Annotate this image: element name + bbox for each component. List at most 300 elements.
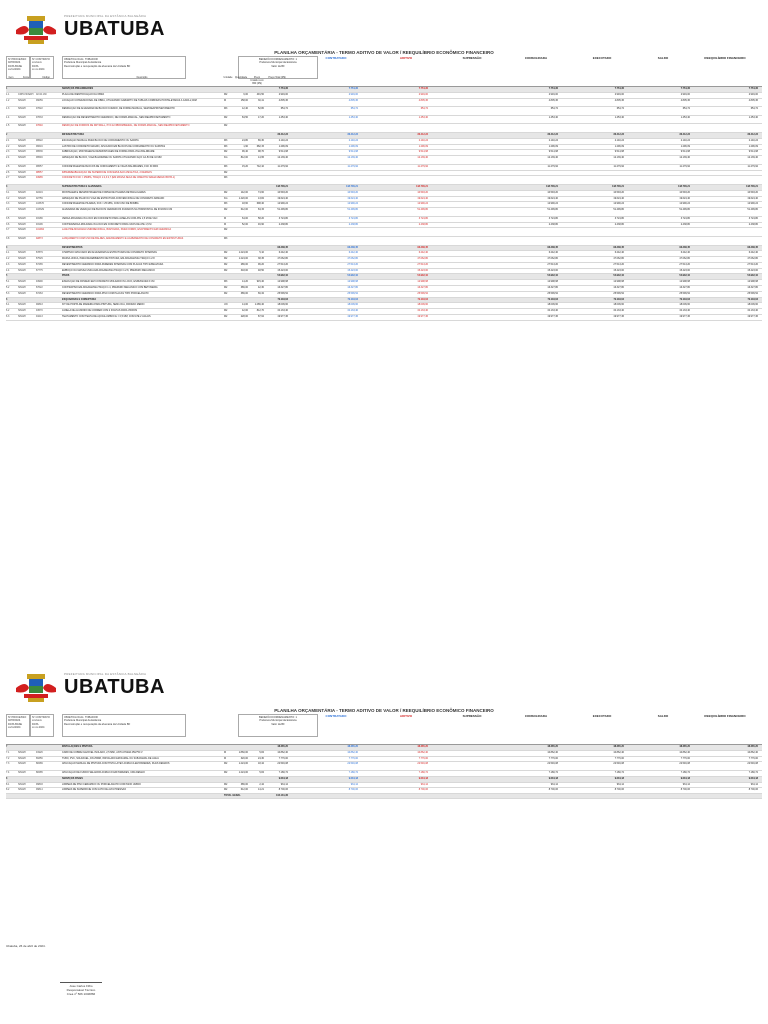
cell-fonte: SINAPI bbox=[18, 762, 26, 766]
cell-code: 97622 bbox=[36, 107, 43, 111]
cell-und: M2 bbox=[224, 170, 228, 174]
cell-und: M2 bbox=[224, 268, 228, 272]
signer-role: Responsável Técnico bbox=[66, 988, 96, 992]
cell-p: 742,10 bbox=[256, 164, 264, 168]
cell-desc: CONTRAPISO EM ARGAMASSA TRAÇO 1:4, PREPARO MECÂNICO COM BETONEIRA bbox=[62, 286, 158, 290]
cell-mirror-total: 2.140,24 bbox=[418, 138, 428, 142]
cell-item: 3.7 bbox=[6, 228, 10, 232]
cell-fonte: SINAPI bbox=[18, 196, 26, 200]
cell-q: 18,60 bbox=[242, 202, 248, 206]
cell-mirror-total: 1.453,40 bbox=[614, 115, 624, 119]
cell-t: 12.139,40 bbox=[277, 156, 288, 160]
cell-code: 88489 bbox=[36, 762, 43, 766]
cell-code: 96557 bbox=[36, 164, 43, 168]
cell-mirror-total: 54.902,10 bbox=[347, 274, 358, 278]
cell-desc: CABO DE COBRE FLEXÍVEL ISOLADO, 2,5 MM², ANTI-CHAMA 450/750 V bbox=[62, 750, 143, 754]
cell-mirror-total: 19.624,40 bbox=[417, 196, 428, 200]
cell-item: 2.1 bbox=[6, 138, 10, 142]
cell-p: 46,90 bbox=[258, 222, 264, 226]
cell-item: 6.2 bbox=[6, 309, 10, 313]
cell-desc: CHAPISCO APLICADO EM ALVENARIAS E ESTRUTURAS DE CONCRETO INTERNAS bbox=[62, 251, 157, 255]
cell-mirror-total: 3.724,80 bbox=[348, 216, 358, 220]
cell-mirror-total: 2.140,24 bbox=[348, 138, 358, 142]
cell-t: 9.514,68 bbox=[278, 150, 288, 154]
cell-mirror-total: 1.453,40 bbox=[418, 115, 428, 119]
cell-item: 3.8 bbox=[6, 236, 10, 240]
cell-t: 54.902,10 bbox=[277, 274, 288, 278]
brand-2 bbox=[64, 672, 165, 698]
cell-q: 812,00 bbox=[240, 156, 248, 160]
cell-desc: LIMPEZA DE SUPERFÍCIE COM JATO DE ALTA PRESSÃO bbox=[62, 788, 127, 792]
cell-mirror-total: 36.412,22 bbox=[679, 132, 690, 136]
cell-mirror-total: 3.724,80 bbox=[748, 216, 758, 220]
cell-mirror-total: 10.862,40 bbox=[747, 750, 758, 754]
cell-mirror-total: 12.990,24 bbox=[417, 202, 428, 206]
cell-p: 96,20 bbox=[258, 262, 264, 266]
cell-mirror-total: 22.546,08 bbox=[747, 762, 758, 766]
cell-mirror-total: 25.599,52 bbox=[679, 291, 690, 295]
cell-mirror-total: 72.118,64 bbox=[547, 297, 558, 301]
cell-mirror-total: 54.902,10 bbox=[679, 274, 690, 278]
cell-und: M3 bbox=[224, 176, 228, 180]
cell-code: 94965 bbox=[36, 176, 43, 180]
cell-t: 25.599,52 bbox=[277, 291, 288, 295]
cell-mirror-total: 15.423,00 bbox=[417, 268, 428, 272]
cell-mirror-total: 22.546,08 bbox=[679, 762, 690, 766]
cell-t: 15.423,00 bbox=[277, 268, 288, 272]
cell-mirror-total: 22.546,08 bbox=[417, 762, 428, 766]
cell-mirror-total: 96.238,45 bbox=[547, 245, 558, 249]
cell-und: M2 bbox=[224, 788, 228, 792]
cell-mirror-total: 10.593,20 bbox=[417, 190, 428, 194]
meta-block: Nº PROCESSO 9278/2024 DATA BASE xx/xx/2024 Nº CONTRATO xxx/xxxx DATA xx.xx.2024 OBJETO/LOCAL: TOBADOR Prefeitura Municipal da Estância Reconstrução e recuperação da alvenaria da Unidade BF BENEFÍCIO/ORDENAMENTO: 1 Prefeitura Municipal da Estância Valor da BF CONTRATADO ADITIVO SUPRESSÃO CONSOLIDADA EXECUTADO SALDO REEQUILÍBRIO FINANCEIRO Item Fonte Código Descrição Unidade Quantidade Preço Unitário com BDI (R$) Preço Total (R$) bbox=[6, 56, 762, 86]
cell-mirror-total: 11.279,92 bbox=[347, 164, 358, 168]
budget-sheet-page-1 bbox=[6, 14, 762, 321]
cell-t: 7.776,00 bbox=[278, 756, 288, 760]
cell-mirror-total: 934,12 bbox=[350, 782, 358, 786]
cell-fonte: SINAPI bbox=[18, 782, 26, 786]
cell-mirror-total: 34.133,40 bbox=[613, 309, 624, 313]
cell-und: M bbox=[224, 216, 226, 220]
cell-mirror-total: 16.327,80 bbox=[347, 286, 358, 290]
cell-mirror-total: 9.514,68 bbox=[348, 150, 358, 154]
contract-box: Nº CONTRATO xxx/xxxx DATA xx.xx.2024 bbox=[30, 56, 54, 79]
col-group-consolidada: CONSOLIDADA bbox=[524, 714, 548, 718]
cell-q: 612,00 bbox=[240, 208, 248, 212]
cell-mirror-total: 1.296,09 bbox=[614, 144, 624, 148]
cell-item: 6.1 bbox=[6, 303, 10, 307]
cell-mirror-total: 2.949,00 bbox=[680, 92, 690, 96]
cell-mirror-total: 12.990,24 bbox=[347, 202, 358, 206]
cell-mirror-total: 10.862,40 bbox=[417, 750, 428, 754]
cell-fonte: SINAPI bbox=[18, 309, 26, 313]
cell-desc: PLACA DE IDENTIFICAÇÃO DA OBRA bbox=[62, 92, 105, 96]
cell-mirror-total: 9.514,68 bbox=[548, 150, 558, 154]
col-group-supressao: SUPRESSÃO bbox=[462, 56, 482, 60]
cell-mirror-total: 15.423,00 bbox=[347, 268, 358, 272]
cell-q: 1,90 bbox=[243, 144, 248, 148]
cell-mirror-total: 47.062,80 bbox=[747, 257, 758, 261]
cell-mirror-total: 51.499,80 bbox=[547, 208, 558, 212]
cell-mirror-total: 12.998,68 bbox=[547, 280, 558, 284]
cell-mirror-total: 1.296,09 bbox=[348, 144, 358, 148]
col-group-saldo: SALDO bbox=[657, 714, 669, 718]
table-row bbox=[6, 208, 762, 217]
process-box: Nº PROCESSO 9278/2024 DATA BASE xx/xx/2024 bbox=[6, 714, 30, 737]
cell-code: 93186 bbox=[36, 216, 43, 220]
cell-mirror-total: 12.998,68 bbox=[417, 280, 428, 284]
cell-t: 18.009,60 bbox=[277, 303, 288, 307]
cell-code: 94570 bbox=[36, 309, 43, 313]
cell-t: 96.238,45 bbox=[277, 245, 288, 249]
cell-mirror-total: 12.990,24 bbox=[613, 202, 624, 206]
cell-t: 2.140,24 bbox=[278, 138, 288, 142]
cell-fonte: SINAPI bbox=[18, 222, 26, 226]
cell-desc: LOCAÇÃO CONVENCIONAL DE OBRA, UTILIZANDO GABARITO DE TÁBUAS CORRIDAS PONTALETADAS A CADA 2,00M bbox=[62, 98, 197, 102]
cell-desc: SERVIÇOS PRELIMINARES bbox=[62, 87, 94, 90]
cell-mirror-total: 7.180,72 bbox=[348, 770, 358, 774]
cell-mirror-total: 12.990,24 bbox=[747, 202, 758, 206]
cell-mirror-total: 934,12 bbox=[750, 782, 758, 786]
grand-total-row bbox=[6, 794, 762, 799]
cell-item: 8.2 bbox=[6, 788, 10, 792]
cell-mirror-total: 8.700,06 bbox=[680, 788, 690, 792]
ubatuba-coat-of-arms-icon bbox=[14, 16, 58, 46]
cell-mirror-total: 27.513,20 bbox=[613, 262, 624, 266]
cell-code: 96546 bbox=[36, 156, 43, 160]
cell-mirror-total: 7.754,36 bbox=[348, 87, 358, 90]
cell-item: 2.2 bbox=[6, 144, 10, 148]
cell-p: 86,30 bbox=[258, 138, 264, 142]
cell-p: 682,15 bbox=[256, 144, 264, 148]
cell-code: 87879 bbox=[36, 251, 43, 255]
cell-mirror-total: 2.949,00 bbox=[348, 92, 358, 96]
cell-t: 51.499,80 bbox=[277, 208, 288, 212]
cell-code: 87529 bbox=[36, 257, 43, 261]
cell-mirror-total: 19.624,40 bbox=[679, 196, 690, 200]
cell-t: 118.706,21 bbox=[276, 184, 288, 188]
cell-mirror-total: 12.139,40 bbox=[417, 156, 428, 160]
cell-desc: APLICAÇÃO MANUAL DE PINTURA COM TINTA LÁTEX ACRÍLICA EM PAREDES, DUAS DEMÃOS bbox=[62, 762, 170, 766]
cell-q: 84,50 bbox=[242, 115, 248, 119]
cell-mirror-total: 36.412,22 bbox=[747, 132, 758, 136]
cell-code: 99814 bbox=[36, 788, 43, 792]
cell-desc: MASSA ÚNICA, PARA RECEBIMENTO DE PINTURA, EM ARGAMASSA TRAÇO 1:2:8 bbox=[62, 257, 155, 261]
cell-q: 158,00 bbox=[240, 98, 248, 102]
cell-p: 84,15 bbox=[258, 208, 264, 212]
cell-und: M3 bbox=[224, 164, 228, 168]
cell-item: 5.1 bbox=[6, 280, 10, 284]
cell-item: 3.5 bbox=[6, 216, 10, 220]
cell-desc: IMPERMEABILIZAÇÃO DE SUPERFÍCIE COM EMULSÃO ASFÁLTICA, 2 DEMÃOS bbox=[62, 170, 152, 174]
cell-item: 1.1 bbox=[6, 92, 10, 96]
cell-q: 14,00 bbox=[242, 303, 248, 307]
cell-desc: REMOÇÃO DE FORROS DE DRYWALL, PVC E FIBROMINERAL, DE FORMA MANUAL, SEM REAPROVEITAMENTO bbox=[62, 124, 190, 128]
cell-q: 386,00 bbox=[240, 291, 248, 295]
cell-item: 5.3 bbox=[6, 291, 10, 295]
cell-mirror-total: 7.776,00 bbox=[748, 756, 758, 760]
cell-t: 11.279,92 bbox=[277, 164, 288, 168]
cell-mirror-total: 118.706,21 bbox=[346, 184, 358, 188]
cell-item: 4.1 bbox=[6, 251, 10, 255]
cell-q: 318,00 bbox=[240, 268, 248, 272]
cell-und: M3 bbox=[224, 107, 228, 111]
cell-q: 96,40 bbox=[242, 150, 248, 154]
cell-mirror-total: 19.624,40 bbox=[613, 196, 624, 200]
cell-t: 47.062,80 bbox=[277, 257, 288, 261]
cell-mirror-total: 96.238,45 bbox=[417, 245, 428, 249]
cell-t: 934,12 bbox=[280, 782, 288, 786]
cell-mirror-total: 2.949,00 bbox=[748, 92, 758, 96]
cell-desc: LAJE PRÉ-MOLDADA UNIDIRECIONAL, BIAPOIADA, PARA FORRO, ENCHIMENTO EM CERÂMICA bbox=[62, 228, 172, 232]
cell-mirror-total: 34.133,40 bbox=[747, 309, 758, 313]
cell-mirror-total: 654,72 bbox=[350, 107, 358, 111]
cell-und: M3 bbox=[224, 202, 228, 206]
cell-t: 12.990,24 bbox=[277, 202, 288, 206]
cell-code: 103329 bbox=[36, 208, 44, 212]
cell-desc: SERVIÇOS FINAIS bbox=[62, 776, 83, 780]
cell-mirror-total: 7.754,36 bbox=[418, 87, 428, 90]
cell-mirror-total: 2.140,24 bbox=[548, 138, 558, 142]
cell-fonte: SINAPI bbox=[18, 115, 26, 119]
cell-item: 2.5 bbox=[6, 164, 10, 168]
cell-mirror-total: 6.242,40 bbox=[348, 251, 358, 255]
cell-code: 97640 bbox=[36, 124, 43, 128]
cell-mirror-total: 51.499,80 bbox=[417, 208, 428, 212]
brand-name: UBATUBA bbox=[64, 676, 165, 698]
cell-mirror-total: 1.296,09 bbox=[680, 144, 690, 148]
cell-t: 16.327,80 bbox=[277, 286, 288, 290]
cell-p: 58,20 bbox=[258, 216, 264, 220]
cell-mirror-total: 7.776,00 bbox=[614, 756, 624, 760]
cell-mirror-total: 7.180,72 bbox=[748, 770, 758, 774]
cell-und: M2 bbox=[224, 251, 228, 255]
cell-mirror-total: 47.062,80 bbox=[347, 257, 358, 261]
cell-t: 3.724,80 bbox=[278, 216, 288, 220]
benefit-box: BENEFÍCIO/ORDENAMENTO: 1 Prefeitura Municipal da Estância Valor da BF bbox=[238, 56, 318, 79]
cell-und: M bbox=[224, 98, 226, 102]
cell-mirror-total: 47.062,80 bbox=[547, 257, 558, 261]
cell-mirror-total: 8.700,06 bbox=[548, 788, 558, 792]
cell-mirror-total: 16.327,80 bbox=[547, 286, 558, 290]
cell-desc: INSTALAÇÕES E PINTURA bbox=[62, 745, 93, 748]
cell-t: 34.133,40 bbox=[277, 309, 288, 313]
cell-p: 812,70 bbox=[256, 309, 264, 313]
cell-mirror-total: 11.279,92 bbox=[547, 164, 558, 168]
sheet-title: PLANILHA ORÇAMENTÁRIA - TERMO ADITIVO DE VALOR / REEQUILÍBRIO ECONÔMICO FINANCEIRO bbox=[274, 50, 494, 55]
cell-mirror-total: 7.776,00 bbox=[680, 756, 690, 760]
cell-mirror-total: 654,72 bbox=[750, 107, 758, 111]
cell-mirror-total: 9.514,68 bbox=[418, 150, 428, 154]
col-group-consolidada: CONSOLIDADA bbox=[524, 56, 548, 60]
cell-q: 320,00 bbox=[240, 756, 248, 760]
cell-item: 3.2 bbox=[6, 196, 10, 200]
cell-q: 386,00 bbox=[240, 286, 248, 290]
cell-mirror-total: 4.805,36 bbox=[680, 98, 690, 102]
cell-desc: ESQUADRIAS E COBERTURA bbox=[62, 297, 97, 301]
cell-mirror-total: 47.062,80 bbox=[679, 257, 690, 261]
cell-und: M bbox=[224, 750, 226, 754]
cell-desc: ALVENARIA DE VEDAÇÃO DE BLOCOS CERÂMICOS FURADOS NA HORIZONTAL DE 9X19X19 CM bbox=[62, 208, 173, 212]
cell-mirror-total: 2.140,24 bbox=[748, 138, 758, 142]
cell-mirror-total: 654,72 bbox=[420, 107, 428, 111]
cell-mirror-total: 72.118,64 bbox=[747, 297, 758, 301]
benefit-box: BENEFÍCIO/ORDENAMENTO: 1 Prefeitura Municipal da Estância Valor da BF bbox=[238, 714, 318, 737]
cell-q: 142,00 bbox=[240, 190, 248, 194]
cell-mirror-total: 10.593,20 bbox=[679, 190, 690, 194]
cell-q: 14,20 bbox=[242, 280, 248, 284]
cell-code: 99059 bbox=[36, 98, 43, 102]
cell-item: 1.3 bbox=[6, 107, 10, 111]
cell-mirror-total: 8.700,06 bbox=[614, 788, 624, 792]
cell-code: 94990 bbox=[36, 280, 43, 284]
cell-und: M3 bbox=[224, 236, 228, 240]
cell-mirror-total: 2.438,80 bbox=[748, 222, 758, 226]
cell-mirror-total: 8.700,06 bbox=[348, 788, 358, 792]
cell-q: 15,20 bbox=[242, 164, 248, 168]
cell-fonte: SINAPI bbox=[18, 150, 26, 154]
cell-item: 7 bbox=[6, 745, 8, 748]
budget-table-page-2 bbox=[6, 744, 762, 799]
cell-item: 3.3 bbox=[6, 202, 10, 206]
cell-t: 8.700,06 bbox=[278, 788, 288, 792]
cell-fonte: SINAPI bbox=[18, 208, 26, 212]
cell-t: 7.754,36 bbox=[278, 87, 288, 90]
cell-mirror-total: 12.990,24 bbox=[679, 202, 690, 206]
cell-t: 1.296,09 bbox=[278, 144, 288, 148]
cell-mirror-total: 10.593,20 bbox=[547, 190, 558, 194]
sheet-title-2: PLANILHA ORÇAMENTÁRIA - TERMO ADITIVO DE VALOR / REEQUILÍBRIO ECONÔMICO FINANCEIRO bbox=[274, 708, 494, 713]
cell-mirror-total: 19.977,36 bbox=[347, 315, 358, 319]
cell-p: 5,10 bbox=[259, 251, 264, 255]
cell-item: 2.6 bbox=[6, 170, 10, 174]
cell-mirror-total: 1.296,09 bbox=[548, 144, 558, 148]
cell-p: 48,50 bbox=[258, 268, 264, 272]
cell-desc: ARMAÇÃO DE PILAR OU VIGA DE ESTRUTURA CONVENCIONAL DE CONCRETO ARMADO bbox=[62, 196, 165, 200]
cell-item: 1.2 bbox=[6, 98, 10, 102]
cell-mirror-total: 11.279,92 bbox=[417, 164, 428, 168]
cell-mirror-total: 15.423,00 bbox=[747, 268, 758, 272]
cell-code: 87622 bbox=[36, 286, 43, 290]
cell-desc: REVESTIMENTO CERÂMICO PARA PAREDES INTERNAS COM PLACAS TIPO ESMALTADA bbox=[62, 262, 164, 266]
cell-mirror-total: 9.634,18 bbox=[614, 776, 624, 780]
cell-mirror-total: 6.242,40 bbox=[614, 251, 624, 255]
cell-mirror-total: 12.139,40 bbox=[547, 156, 558, 160]
cell-q: 1.224,00 bbox=[238, 251, 248, 255]
cell-p: 5,84 bbox=[259, 750, 264, 754]
cell-mirror-total: 9.634,18 bbox=[748, 776, 758, 780]
cell-code: 92419 bbox=[36, 190, 43, 194]
cell-t: 19.624,40 bbox=[277, 196, 288, 200]
cell-mirror-total: 25.599,52 bbox=[613, 291, 624, 295]
cell-mirror-total: 1.453,40 bbox=[548, 115, 558, 119]
cell-item: 8 bbox=[6, 776, 8, 780]
signature-line bbox=[60, 982, 102, 983]
cell-mirror-total: 96.238,45 bbox=[347, 245, 358, 249]
cell-mirror-total: 9.514,68 bbox=[748, 150, 758, 154]
cell-mirror-total: 1.296,09 bbox=[748, 144, 758, 148]
cell-desc: LASTRO DE CONCRETO MAGRO, APLICADO EM BLOCOS DE COROAMENTO OU SAPATAS bbox=[62, 144, 166, 148]
cell-q: 386,00 bbox=[240, 782, 248, 786]
cell-item: 8.1 bbox=[6, 782, 10, 786]
cell-q: 42,00 bbox=[242, 309, 248, 313]
cell-und: KG bbox=[224, 156, 228, 160]
cell-mirror-total: 72.118,64 bbox=[679, 297, 690, 301]
cell-mirror-total: 19.977,36 bbox=[679, 315, 690, 319]
cell-desc: CONCRETO FCK = 25MPA, TRAÇO 1:2,3:2,7 (EM MASSA SECA DE CIMENTO/ AREIA MÉDIA/ BRITA 1) bbox=[62, 176, 176, 180]
cell-item: 6 bbox=[6, 297, 8, 301]
cell-p: 14,21 bbox=[258, 788, 264, 792]
signature-block bbox=[60, 982, 102, 996]
cell-mirror-total: 54.902,10 bbox=[417, 274, 428, 278]
cell-mirror-total: 96.238,45 bbox=[679, 245, 690, 249]
cell-code: 90843 bbox=[36, 303, 43, 307]
cell-mirror-total: 34.133,40 bbox=[547, 309, 558, 313]
cell-mirror-total: 2.949,00 bbox=[548, 92, 558, 96]
cell-p: 915,40 bbox=[256, 280, 264, 284]
cell-item: 7.3 bbox=[6, 762, 10, 766]
cell-t: 654,72 bbox=[280, 107, 288, 111]
cell-mirror-total: 18.009,60 bbox=[347, 303, 358, 307]
cell-mirror-total: 654,72 bbox=[682, 107, 690, 111]
cell-fonte: SINAPI bbox=[18, 262, 26, 266]
cell-fonte: SINAPI bbox=[18, 170, 26, 174]
col-group-reequilibrio: REEQUILÍBRIO FINANCEIRO bbox=[704, 714, 746, 718]
cell-mirror-total: 9.514,68 bbox=[680, 150, 690, 154]
cell-desc: SUPRAESTRUTURA E ALVENARIA bbox=[62, 184, 102, 188]
cell-mirror-total: 12.998,68 bbox=[347, 280, 358, 284]
cell-code: 88485 bbox=[36, 770, 43, 774]
cell-item: 2.7 bbox=[6, 176, 10, 180]
cell-p: 17,20 bbox=[258, 115, 264, 119]
cell-mirror-total: 11.279,92 bbox=[747, 164, 758, 168]
cell-mirror-total: 654,72 bbox=[550, 107, 558, 111]
cell-mirror-total: 48.365,20 bbox=[347, 745, 358, 748]
ubatuba-coat-of-arms-icon bbox=[14, 674, 58, 704]
cell-desc: CONCRETAGEM DE BLOCOS DE COROAMENTO E VIGAS BALDRAMES, FCK 30 MPA bbox=[62, 164, 159, 168]
cell-fonte: SINAPI bbox=[18, 144, 26, 148]
cell-mirror-total: 934,12 bbox=[616, 782, 624, 786]
cell-mirror-total: 4.805,36 bbox=[548, 98, 558, 102]
cell-desc: DEMOLIÇÃO DE ALVENARIA DE BLOCO FURADO, DE FORMA MANUAL, SEM REAPROVEITAMENTO bbox=[62, 107, 175, 111]
cell-code: 98557 bbox=[36, 170, 43, 174]
cell-item: 2 bbox=[6, 132, 8, 136]
cell-mirror-total: 47.062,80 bbox=[613, 257, 624, 261]
cell-item: 3.6 bbox=[6, 222, 10, 226]
cell-mirror-total: 4.805,36 bbox=[418, 98, 428, 102]
cell-mirror-total: 1.296,09 bbox=[418, 144, 428, 148]
cell-mirror-total: 6.242,40 bbox=[748, 251, 758, 255]
cell-mirror-total: 7.754,36 bbox=[614, 87, 624, 90]
cell-item: 4.2 bbox=[6, 257, 10, 261]
cell-item: 4.4 bbox=[6, 268, 10, 272]
cell-desc: CONCRETAGEM DE PILARES, FCK = 25 MPA, COM USO DE BOMBA bbox=[62, 202, 139, 206]
cell-t: 4.805,36 bbox=[278, 98, 288, 102]
cell-p: 74,60 bbox=[258, 190, 264, 194]
cell-mirror-total: 22.546,08 bbox=[547, 762, 558, 766]
cell-fonte: SINAPI bbox=[18, 280, 26, 284]
cell-fonte: SINAPI bbox=[18, 286, 26, 290]
cell-mirror-total: 72.118,64 bbox=[613, 297, 624, 301]
cell-fonte: SINAPI bbox=[18, 138, 26, 142]
cell-p: 491,50 bbox=[256, 92, 264, 96]
cell-mirror-total: 3.724,80 bbox=[680, 216, 690, 220]
cell-und: M2 bbox=[224, 315, 228, 319]
cell-mirror-total: 12.998,68 bbox=[679, 280, 690, 284]
table-row bbox=[6, 124, 762, 133]
cell-desc: TUBO, PVC, SOLDÁVEL, DN 25MM, INSTALADO EM RAMAL OU SUB-RAMAL DE ÁGUA bbox=[62, 756, 159, 760]
col-group-supressao: SUPRESSÃO bbox=[462, 714, 482, 718]
